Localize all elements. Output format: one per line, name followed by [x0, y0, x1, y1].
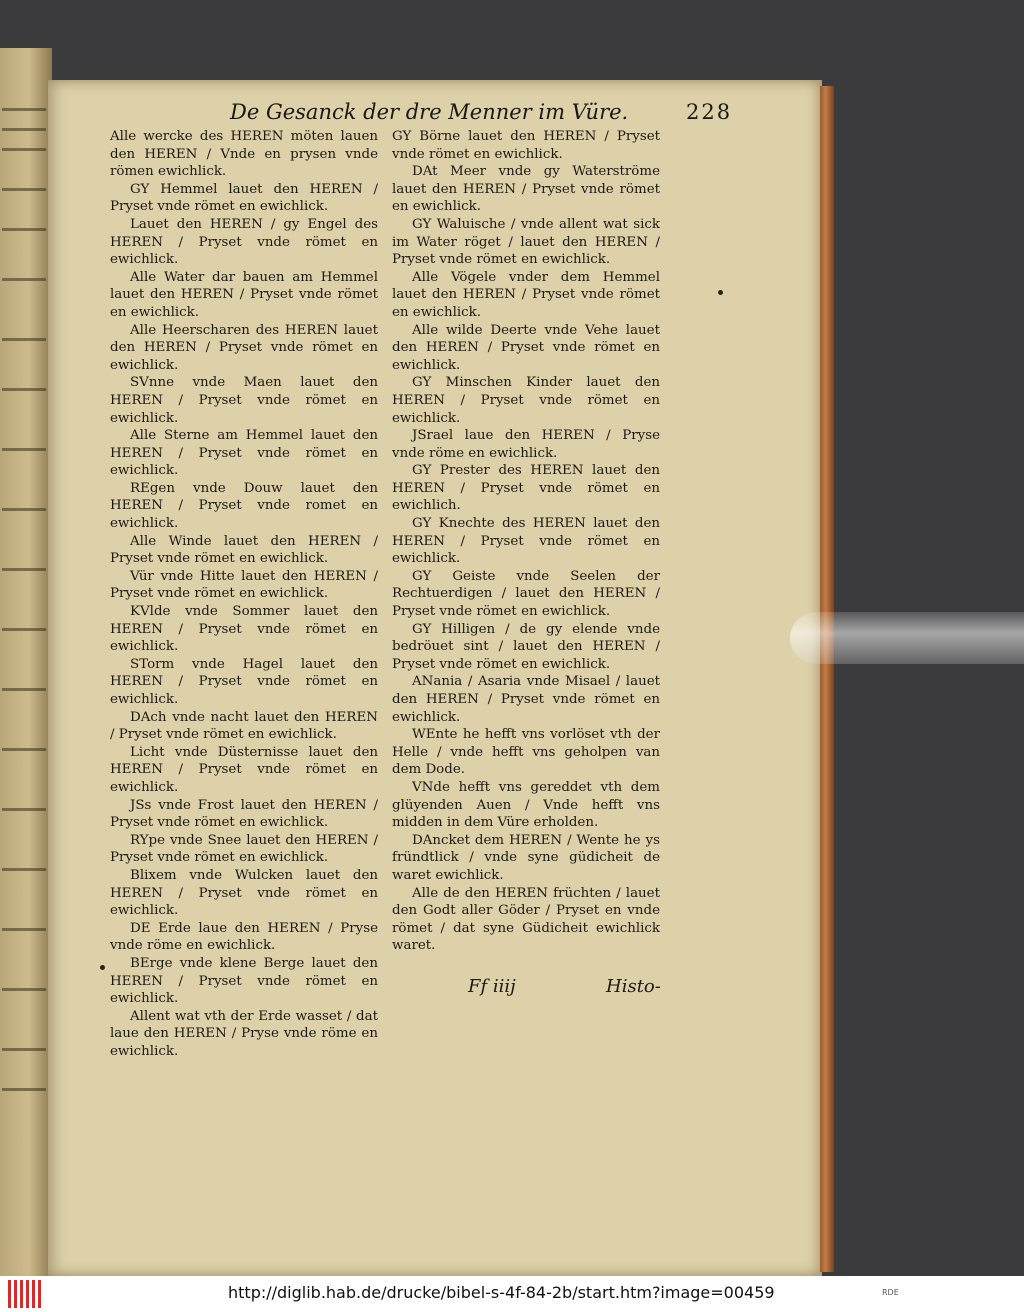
verse-paragraph: REgen vnde Douw lauet den HEREN / Pryset vnde romet en ewichlick.: [110, 480, 378, 532]
verse-paragraph: Allent wat vth der Erde wasset / dat laue den HEREN / Pryse vnde röme en ewichlick.: [110, 1008, 378, 1059]
verse-paragraph: Lauet den HEREN / gy Engel des HEREN / Pryset vnde römet en ewichlick.: [110, 216, 378, 268]
verse-paragraph: Alle wercke des HEREN möten lauen den HEREN / Vnde en prysen vnde römen ewichlick.: [110, 129, 378, 180]
verse-paragraph: KVlde vnde Sommer lauet den HEREN / Pryset vnde römet en ewichlick.: [110, 604, 378, 655]
verse-paragraph: GY Hemmel lauet den HEREN / Pryset vnde römet en ewichlick.: [110, 181, 378, 215]
verse-paragraph: Alle Heerscharen des HEREN lauet den HEREN / Pryset vnde römet en ewichlick.: [110, 322, 378, 373]
verse-paragraph: SVnne vnde Maen lauet den HEREN / Pryset vnde römet en ewichlick.: [110, 375, 378, 426]
viewer-tag: RDE: [882, 1288, 899, 1297]
verse-paragraph: GY Waluische / vnde allent wat sick im Water röget / lauet den HEREN / Pryset vnde römet en ewichlick.: [392, 216, 660, 268]
verse-paragraph: VNde hefft vns gereddet vth dem glüyenden Auen / Vnde hefft vns midden in dem Vüre erholden.: [392, 779, 660, 831]
verse-paragraph: Alle wilde Deerte vnde Vehe lauet den HEREN / Pryset vnde römet en ewichlick.: [392, 322, 660, 373]
verse-paragraph: Vür vnde Hitte lauet den HEREN / Pryset vnde römet en ewichlick.: [110, 568, 378, 602]
verse-paragraph: DE Erde laue den HEREN / Pryse vnde röme en ewichlick.: [110, 920, 378, 954]
verse-paragraph: Alle Water dar bauen am Hemmel lauet den HEREN / Pryset vnde römet en ewichlick.: [110, 269, 378, 320]
verse-paragraph: JSs vnde Frost lauet den HEREN / Pryset vnde römet en ewichlick.: [110, 797, 378, 831]
verse-paragraph: GY Prester des HEREN lauet den HEREN / Pryset vnde römet en ewichlich.: [392, 463, 660, 514]
image-url[interactable]: http://diglib.hab.de/drucke/bibel-s-4f-84-2b/start.htm?image=00459: [228, 1283, 775, 1302]
verse-paragraph: DAncket dem HEREN / Wente he ys fründtlick / vnde syne güdicheit de waret ewichlick.: [392, 832, 660, 883]
viewer-status-bar: [0, 1276, 1024, 1312]
page-stack-edge: [820, 86, 834, 1272]
verse-paragraph: Licht vnde Düsternisse lauet den HEREN / Pryset vnde römet en ewichlick.: [110, 744, 378, 795]
verse-paragraph: STorm vnde Hagel lauet den HEREN / Pryset vnde römet en ewichlick.: [110, 656, 378, 707]
verse-paragraph: DAt Meer vnde gy Waterströme lauet den HEREN / Pryset vnde römet en ewichlick.: [392, 164, 660, 215]
facing-page-edge: [0, 48, 52, 1276]
verse-paragraph: GY Börne lauet den HEREN / Pryset vnde römet en ewichlick.: [392, 129, 660, 162]
right-text-column: [392, 128, 660, 955]
verse-paragraph: BErge vnde klene Berge lauet den HEREN / Pryset vnde römet en ewichlick.: [110, 955, 378, 1007]
ink-speck: [718, 290, 723, 295]
header-title: De Gesanck der dre Menner im Vüre.: [230, 100, 629, 124]
verse-paragraph: GY Minschen Kinder lauet den HEREN / Pryset vnde römet en ewichlick.: [392, 375, 660, 426]
page-clip: [790, 612, 1024, 664]
verse-paragraph: Alle Winde lauet den HEREN / Pryset vnde römet en ewichlick.: [110, 533, 378, 567]
verse-paragraph: Alle Sterne am Hemmel lauet den HEREN / Pryset vnde römet en ewichlick.: [110, 428, 378, 479]
verse-paragraph: DAch vnde nacht lauet den HEREN / Pryset vnde römet en ewichlick.: [110, 709, 378, 743]
verse-paragraph: GY Geiste vnde Seelen der Rechtuerdigen / lauet den HEREN / Pryset vnde römet en ewichlick.: [392, 568, 660, 620]
library-logo-icon: [8, 1280, 42, 1308]
verse-paragraph: ANania / Asaria vnde Misael / lauet den HEREN / Pryset vnde römet en ewichlick.: [392, 674, 660, 725]
verse-paragraph: GY Knechte des HEREN lauet den HEREN / Pryset vnde römet en ewichlick.: [392, 516, 660, 567]
page-footer: [468, 976, 668, 1002]
verse-paragraph: Alle de den HEREN früchten / lauet den Godt aller Göder / Pryset en vnde römet / dat syne Güdicheit ewichlick waret.: [392, 885, 660, 954]
verse-paragraph: WEnte he hefft vns vorlöset vth der Helle / vnde hefft vns geholpen van dem Dode.: [392, 727, 660, 778]
signature-mark: Ff iiij: [468, 976, 516, 997]
verse-paragraph: GY Hilligen / de gy elende vnde bedröuet sint / lauet den HEREN / Pryset vnde römet en ewichlick.: [392, 621, 660, 672]
verse-paragraph: Blixem vnde Wulcken lauet den HEREN / Pryset vnde römet en ewichlick.: [110, 867, 378, 919]
verse-paragraph: RYpe vnde Snee lauet den HEREN / Pryset vnde römet en ewichlick.: [110, 832, 378, 866]
verse-paragraph: JSrael laue den HEREN / Pryse vnde röme en ewichlick.: [392, 428, 660, 461]
left-text-column: [110, 128, 378, 1060]
catchword: Histo-: [606, 976, 661, 997]
page-number: 228: [686, 100, 733, 124]
verse-paragraph: Alle Vögele vnder dem Hemmel lauet den HEREN / Pryset vnde römet en ewichlick.: [392, 269, 660, 320]
ink-speck: [100, 965, 105, 970]
